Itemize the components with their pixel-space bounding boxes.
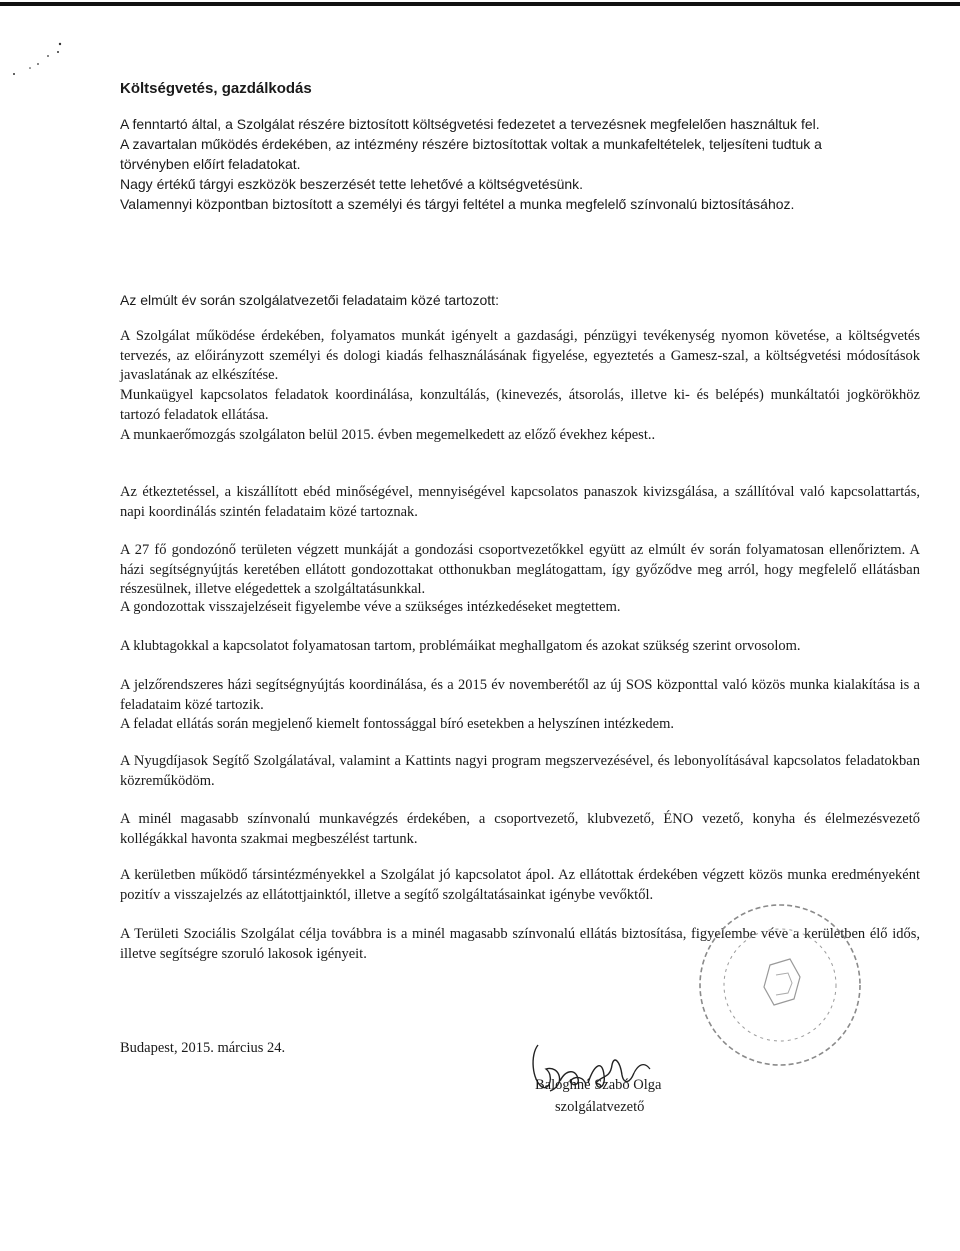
section-title: Költségvetés, gazdálkodás: [120, 80, 312, 97]
signer-role: szolgálatvezető: [555, 1099, 645, 1115]
tasks-intro: Az elmúlt év során szolgálatvezetői feladataim közé tartozott:: [120, 292, 499, 308]
paragraph-hr: Munkaügyel kapcsolatos feladatok koordinálása, konzultálás, (kinevezés, átsorolás, illetve ki- és belépés) munkáltatói jogkörökhöz tartozó feladatok ellátása.: [120, 387, 920, 423]
scan-specks: [0, 40, 80, 80]
paragraph-catering: Az étkeztetéssel, a kiszállított ebéd minőségével, mennyiségével kapcsolatos panaszok kivizsgálása, a szállítóval való kapcsolattartás, napi koordinálás szintén feladataim közé tartoznak.: [120, 484, 920, 520]
paragraph-pensioners: A Nyugdíjasok Segítő Szolgálatával, valamint a Kattints nagyi program megszervezésével, és lebonyolításával kapcsolatos feladatokban közreműködöm.: [120, 753, 920, 789]
paragraph-goal: A Területi Szociális Szolgálat célja továbbra is a minél magasabb színvonalú ellátás biztosítása, figyelembe véve a kerületben élő idős, illetve segítségre szoruló lakosok igényeit.: [120, 926, 920, 962]
paragraph-finance: A Szolgálat működése érdekében, folyamatos munkát igényelt a gazdasági, pénzügyi tevékenység nyomon követése, a költségvetés tervezés, az előirányzott személyi és dologi kiadás felhasználásának figyelése, egyeztetés a Gamesz-szal, a költségvetési módosítások javaslatának az elkészítése.: [120, 328, 920, 383]
paragraph-partners: A kerületben működő társintézményekkel a Szolgálat jó kapcsolatot ápol. Az ellátottak érdekében végzett közös munka eredményeként pozitív a visszajelzés az ellátottjainktól, illetve a segítő szolgáltatásainkat igénybe vevőktől.: [120, 867, 920, 903]
signer-name: Baloghné Szabó Olga: [535, 1077, 662, 1093]
paragraph-clubs: A klubtagokkal a kapcsolatot folyamatosan tartom, problémáikat meghallgatom és azokat szükség szerint orvosolom.: [120, 638, 801, 654]
paragraph-workforce: A munkaerőmozgás szolgálaton belül 2015. évben megemelkedett az előző évekhez képest..: [120, 427, 656, 443]
date-line: Budapest, 2015. március 24.: [120, 1040, 286, 1056]
paragraph-carers: A 27 fő gondozónő területen végzett munkáját a gondozási csoportvezetőkkel együtt az elmúlt év során folyamatosan ellenőriztem. A házi segítségnyújtás keretében ellátott gondozottakat otthonukban meglátogattam, így győződve meg arról, hogy megfelelő ellátásban részesülnek, illetve elégedettek a szolgáltatásunkkal.: [120, 542, 920, 597]
budget-intro: [120, 114, 920, 214]
paragraph-onsite: A feladat ellátás során megjelenő kiemelt fontossággal bíró esetekben a helyszínen intézkedem.: [120, 716, 675, 732]
paragraph-feedback: A gondozottak visszajelzéseit figyelembe véve a szükséges intézkedéseket megtettem.: [120, 599, 621, 615]
intro-line: A zavartalan működés érdekében, az intézmény részére biztosítottak voltak a munkafeltételek, teljesíteni tudtuk a: [120, 136, 822, 152]
intro-line: törvényben előírt feladatokat.: [120, 156, 301, 172]
paragraph-meetings: A minél magasabb színvonalú munkavégzés érdekében, a csoportvezető, klubvezető, ÉNO vezető, konyha és élelmezésvezető kollégákkal havonta szakmai megbeszélést tartunk.: [120, 811, 920, 847]
paragraph-alarm-system: A jelzőrendszeres házi segítségnyújtás koordinálása, és a 2015 év novemberétől az új SOS központtal való közös munka kialakítása is a feladataim közé tartozik.: [120, 677, 920, 713]
intro-line: A fenntartó által, a Szolgálat részére biztosított költségvetési fedezetet a tervezésnek megfelelően használtuk fel.: [120, 116, 820, 132]
official-stamp: [690, 895, 870, 1075]
intro-line: Valamennyi központban biztosított a személyi és tárgyi feltétel a munka megfelelő színvonalú biztosításához.: [120, 196, 795, 212]
intro-line: Nagy értékű tárgyi eszközök beszerzését tette lehetővé a költségvetésünk.: [120, 176, 584, 192]
top-border-line: [0, 2, 960, 6]
